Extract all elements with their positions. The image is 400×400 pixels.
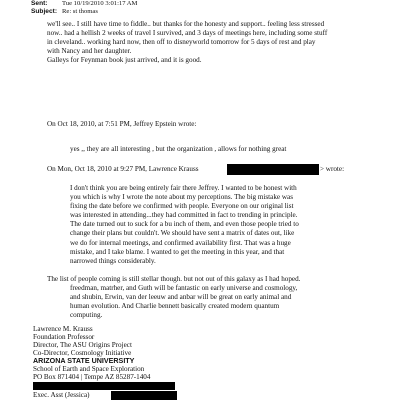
signature-address: PO Box 871404 | Tempe AZ 85287-1404 xyxy=(33,373,151,381)
signature-title-1: Foundation Professor xyxy=(33,333,95,341)
subject-label: Subject: xyxy=(31,8,58,15)
redaction-email-krauss xyxy=(227,164,319,175)
quote2-header-prefix: On Mon, Oct 18, 2010 at 9:27 PM, Lawrence Krauss xyxy=(47,165,199,173)
subject-value: Re: st thomas xyxy=(62,8,98,15)
redaction-assistant-contact xyxy=(111,391,177,400)
sent-row xyxy=(31,0,137,7)
quote1-header: On Oct 18, 2010, at 7:51 PM, Jeffrey Epstein wrote: xyxy=(47,120,197,128)
quote2-paragraph-2-rest: freedman, matrher, and Guth will be fantastic on early universe and cosmology, and shubin, Erwin, van der leeuw and anbar will be great on early animal and human evolution. And Charlie bennett basically created modern quantum computing. xyxy=(70,284,298,320)
quote2-paragraph-2-first: The list of people coming is still stellar though. but not out of this galaxy as I had hoped. xyxy=(47,275,301,283)
sent-label: Sent: xyxy=(31,0,48,7)
signature-assistant-label: Exec. Asst (Jessica) xyxy=(33,391,90,399)
quote1-body: yes ,, they are all interesting , but the organization , allows for nothing great xyxy=(70,145,287,153)
reply-paragraph: we'll see.. I still have time to fiddle.. but thanks for the honesty and support.. feeling less stressed now.. had a hellish 2 weeks of travel I survived, and 3 days of meetings here, including some stuff in cleveland.. working hard now, then off to disneyworld tomorrow for 5 days of rest and play with Nancy and her daughter. Galleys for Feynman book just arrived, and it is good. xyxy=(47,20,328,65)
signature-name: Lawrence M. Krauss xyxy=(33,325,93,333)
signature-title-3: Co-Director, Cosmology Initiative xyxy=(33,349,132,357)
subject-row xyxy=(31,8,98,15)
signature-school: School of Earth and Space Exploration xyxy=(33,365,145,373)
sent-value: Tue 10/19/2010 3:01:17 AM xyxy=(62,0,138,7)
university-name: ARIZONA STATE UNIVERSITY xyxy=(33,357,135,365)
redaction-phone xyxy=(33,382,175,390)
signature-title-2: Director, The ASU Origins Project xyxy=(33,341,132,349)
quote2-header-suffix: > wrote: xyxy=(320,165,345,173)
quote2-paragraph-1: I don't think you are being entirely fair there Jeffrey. I wanted to be honest with you which is why I wrote the note about my perceptions. The big mistake was fixing the date before we confirmed with people. Everyone on our original list was interested in attending...they had committed in fact to trending in principle. The date turned out to suck for a bu inch of them, and even those people tried to change their plans but couldn't. We should have sent a matrix of dates out, like we do for internal meetings, and confirmed availability first. That was a huge mistake, and I take blame. I wanted to get the meeting in this year, and that narrowed things considerably. xyxy=(70,184,299,265)
quote2-header xyxy=(47,165,199,174)
